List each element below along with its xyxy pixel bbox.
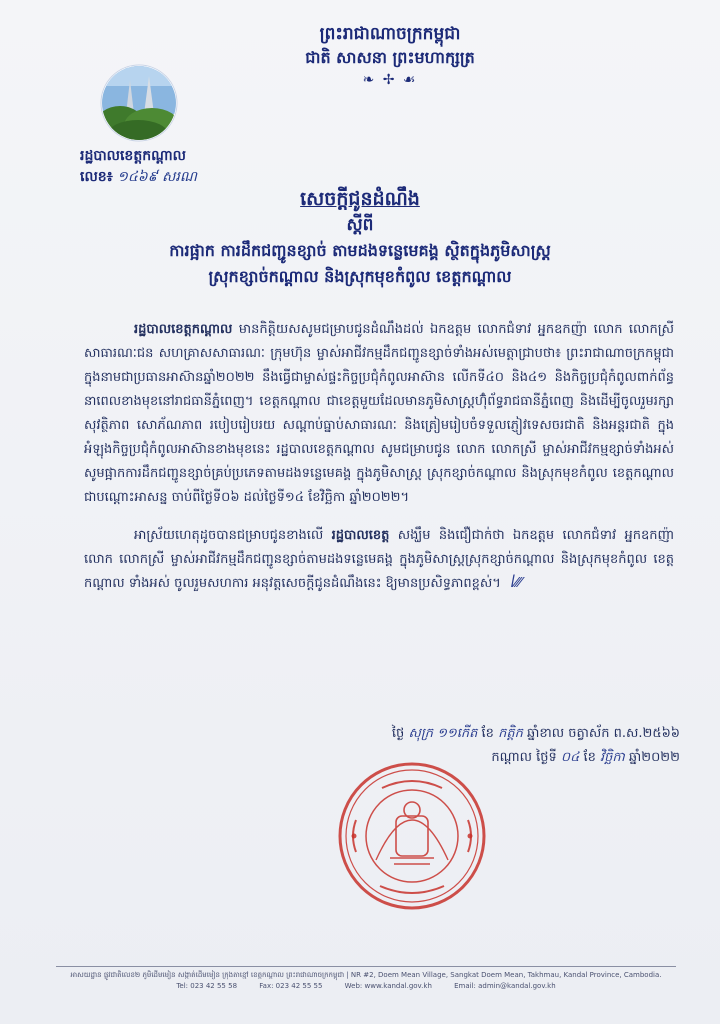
document-number [80, 166, 280, 188]
solar-day-value: ០៤ [560, 750, 580, 765]
lunar-day-value: សុក្រ ១១កើត [408, 726, 478, 741]
paragraph-2-authority: រដ្ឋបាលខេត្ត [331, 528, 390, 543]
lunar-year: ឆ្នាំខាល ចត្វាស័ក ព.ស.២៥៦៦ [526, 726, 680, 741]
subject-line-1: ការផ្អាក ការដឹកជញ្ជូនខ្សាច់ តាមដងទន្លេមេគង្គ ស្ថិតក្នុងភូមិសាស្ត្រ [169, 241, 551, 260]
paragraph-2-text-start: អាស្រ័យហេតុដូចបានជម្រាបជូនខាងលើ [134, 528, 324, 543]
solar-month-label: ខែ [583, 750, 596, 765]
solar-month-value: វិច្ឆិកា [599, 750, 625, 765]
paragraph-1-authority: រដ្ឋបាលខេត្តកណ្តាល [134, 322, 233, 337]
footer-divider [56, 966, 676, 967]
footer-web: Web: www.kandal.gov.kh [344, 982, 432, 990]
kandal-province-logo [100, 64, 178, 142]
footer-email: Email: admin@kandal.gov.kh [454, 982, 556, 990]
footer-address: អាសយដ្ឋាន ផ្លូវជាតិលេខ២ ភូមិដើមមៀន សង្កាត់ដើមមៀន ក្រុងតាខ្មៅ ខេត្តកណ្តាល ព្រះរាជាណាចក្រកម្ពុជា | NR #2, Doem Mean Village, Sangkat Doem Mean, Takhmau, Kandal Province, Cambodia. [70, 971, 662, 979]
document-number-label: លេខ៖ [80, 169, 113, 185]
lunar-month-label: ខែ [481, 726, 494, 741]
body-paragraph-1 [84, 318, 674, 510]
official-seal-stamp [336, 760, 488, 912]
body-paragraph-2 [84, 524, 674, 596]
paragraph-1-text: មានកិត្តិយសសូមជម្រាបជូនដំណឹងដល់ ឯកឧត្តម លោកជំទាវ អ្នកឧកញ៉ា លោក លោកស្រី សាធារណៈជន សហគ្រាសសាធារណៈ ក្រុមហ៊ុន ម្ចាស់អាជីវកម្មដឹកជញ្ជូនខ្សាច់ទាំងអស់មេត្តាជ្រាបថា៖ ព្រះរាជាណាចក្រកម្ពុជាក្នុងនាមជាប្រធានអាស៊ានឆ្នាំ២០២២ នឹងធ្វើជាម្ចាស់ផ្ទះកិច្ចប្រជុំកំពូលអាស៊ាន លើកទី៤០ និង៤១ និងកិច្ចប្រជុំកំពូលពាក់ព័ន្ធ នាពេលខាងមុខនៅរាជធានីភ្នំពេញ។ ខេត្តកណ្តាល ជាខេត្តមួយដែលមានភូមិសាស្ត្រហ៊ុំព័ទ្ធរាជធានីភ្នំពេញ និងដើម្បីចូលរួមរក្សាសុវត្ថិភាព សោភ័ណភាព របៀបរៀបរយ សណ្តាប់ធ្នាប់សាធារណៈ និងត្រៀមរៀបចំទទួលភ្ញៀវទេសចរជាតិ និងអន្តរជាតិ ក្នុងអំឡុងកិច្ចប្រជុំកំពូលអាស៊ានខាងមុខនេះ រដ្ឋបាលខេត្តកណ្តាល សូមជម្រាបជូន លោក លោកស្រី ម្ចាស់អាជីវកម្មខ្សាច់ទាំងអស់ សូមផ្អាកការដឹកជញ្ជូនខ្សាច់គ្រប់ប្រភេទតាមដងទន្លេមេគង្គ ក្នុងភូមិសាស្ត្រ ស្រុកខ្សាច់កណ្តាល និងស្រុកមុខកំពូល ខេត្តកណ្តាល ជាបណ្តោះអាសន្ន ចាប់ពីថ្ងៃទី០៦ ដល់ថ្ងៃទី១៤ ខែវិច្ឆិកា ឆ្នាំ២០២២។ [84, 322, 674, 505]
solar-year: ឆ្នាំ២០២២ [628, 750, 680, 765]
letterhead-footer [56, 970, 676, 992]
notice-heading [60, 186, 660, 290]
paragraph-2-text-end: សង្ឃឹម និងជឿជាក់ថា ឯកឧត្តម លោកជំទាវ អ្នកឧកញ៉ា លោក លោកស្រី ម្ចាស់អាជីវកម្មដឹកជញ្ជូនខ្សាច់តាមដងទន្លេមេគង្គ ក្នុងភូមិសាស្ត្រស្រុកខ្សាច់កណ្តាល និងស្រុកមុខកំពូល ខេត្តកណ្តាល ទាំងអស់ ចូលរួមសហការ អនុវត្តសេចក្តីជូនដំណឹងនេះ ឱ្យមានប្រសិទ្ធភាពខ្ពស់។ [84, 528, 674, 591]
motto-ornament: ❧ ✢ ☙ [362, 72, 418, 88]
authority-name: រដ្ឋបាលខេត្តកណ្តាល [80, 148, 186, 164]
issuing-authority [80, 146, 280, 188]
footer-fax: Fax: 023 42 55 55 [259, 982, 323, 990]
notice-title: សេចក្តីជូនដំណឹង [300, 188, 420, 210]
initial-mark: ꟾ⁄⁄⁄ [511, 576, 522, 591]
lunar-day-label: ថ្ងៃ [391, 726, 405, 741]
document-number-value: ១៤៦៩ សរណ [117, 169, 197, 185]
footer-contacts [56, 981, 676, 992]
solar-day-label: កណ្តាល ថ្ងៃទី [491, 750, 557, 765]
lunar-date-line [280, 722, 680, 746]
motto-nation-religion-king: ជាតិ សាសនា ព្រះមហាក្សត្រ [305, 48, 475, 67]
notice-body [84, 318, 674, 610]
motto-kingdom: ព្រះរាជាណាចក្រកម្ពុជា [319, 24, 461, 44]
national-motto [240, 22, 540, 88]
footer-tel: Tel: 023 42 55 58 [176, 982, 238, 990]
subject-label: ស្តីពី [346, 215, 374, 235]
subject-line-2: ស្រុកខ្សាច់កណ្តាល និងស្រុកមុខកំពូល ខេត្តកណ្តាល [208, 267, 512, 286]
lunar-month-value: កត្តិក [498, 726, 523, 741]
